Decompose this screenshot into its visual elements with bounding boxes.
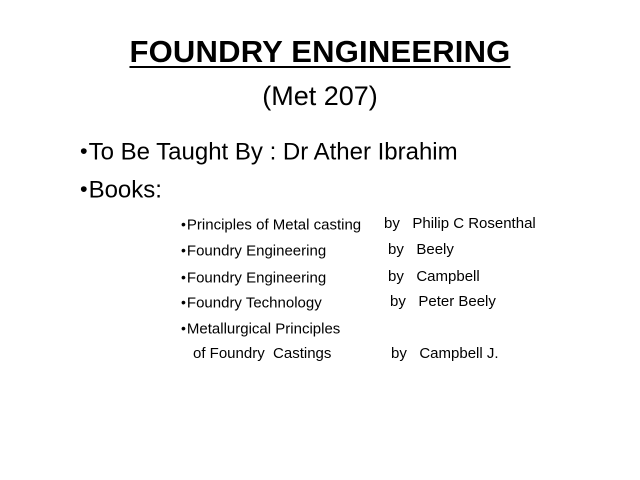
book-title-text: Foundry Technology (186, 294, 322, 312)
book-title (181, 318, 340, 340)
book-title-text: Metallurgical Principles (186, 320, 341, 338)
book-author: by Beely (388, 241, 454, 258)
bullet-mark: • (181, 320, 186, 336)
book-author: by Campbell (388, 268, 480, 285)
instructor-text: To Be Taught By : Dr Ather Ibrahim (88, 138, 458, 166)
bullet-mark: • (80, 138, 88, 163)
bullet-books (80, 176, 162, 205)
bullet-mark: • (181, 294, 186, 310)
books-heading: Books: (88, 176, 162, 204)
bullet-mark: • (181, 216, 186, 232)
slide-title: FOUNDRY ENGINEERING (129, 34, 511, 69)
book-title-text: Foundry Engineering (186, 242, 327, 260)
book-title (181, 267, 326, 289)
book-author: by Peter Beely (390, 293, 496, 310)
book-title (181, 292, 322, 314)
bullet-mark: • (80, 176, 88, 201)
book-title (181, 240, 326, 262)
book-title: of Foundry Castings (193, 345, 332, 362)
book-title-text: Principles of Metal casting (186, 216, 362, 234)
bullet-instructor (80, 138, 458, 167)
book-title-text: Foundry Engineering (186, 269, 327, 287)
book-title (181, 214, 361, 236)
course-code: (Met 207) (262, 81, 378, 111)
bullet-mark: • (181, 242, 186, 258)
book-author: by Campbell J. (391, 345, 499, 362)
book-author: by Philip C Rosenthal (384, 215, 536, 232)
bullet-mark: • (181, 269, 186, 285)
